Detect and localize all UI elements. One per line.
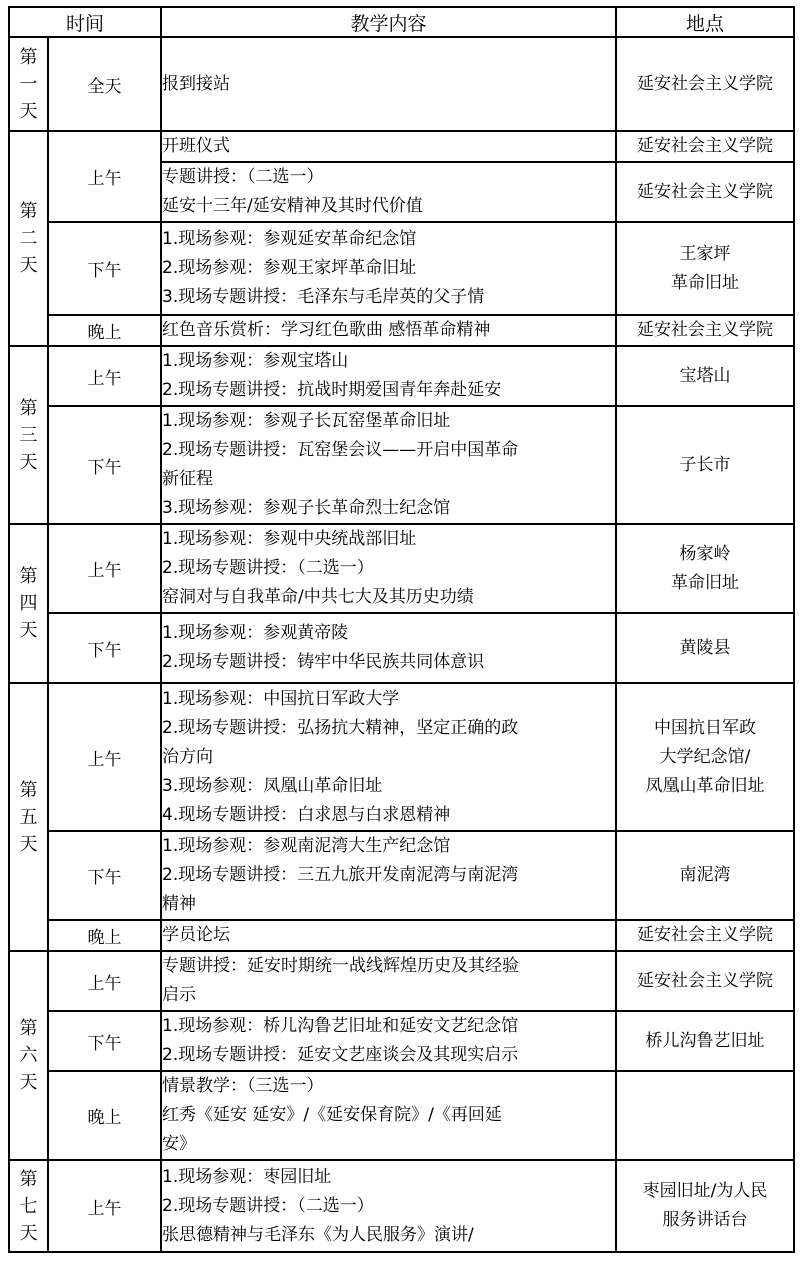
content-line: 安》 <box>162 1134 197 1154</box>
content-line: 2.现场专题讲授：铸牢中华民族共同体意识 <box>162 652 485 672</box>
location-cell <box>616 1011 794 1071</box>
content-cell <box>161 37 616 131</box>
schedule-row <box>9 951 794 1011</box>
location-cell <box>616 131 794 162</box>
content-cell <box>161 1011 616 1071</box>
schedule-row <box>9 920 794 951</box>
time-slot: 上午 <box>48 346 161 406</box>
time-slot: 下午 <box>48 831 161 920</box>
location-line: 杨家岭 <box>679 543 731 564</box>
day-label: 第 一 天 <box>9 37 48 131</box>
location-cell <box>616 37 794 131</box>
content-line: 治方向 <box>162 746 214 767</box>
time-slot: 上午 <box>48 1160 161 1252</box>
content-line: 1.现场参观：中国抗日军政大学 <box>162 688 400 709</box>
location-line: 延安社会主义学院 <box>637 320 774 340</box>
location-line: 子长市 <box>679 454 731 475</box>
content-line: 2.现场专题讲授：瓦窑堡会议——开启中国革命 <box>162 440 519 460</box>
content-line: 1.现场参观：参观南泥湾大生产纪念馆 <box>162 836 451 856</box>
location-line: 枣园旧址/为人民 <box>642 1181 768 1201</box>
content-line: 专题讲授：延安时期统一战线辉煌历史及其经验 <box>162 956 520 976</box>
content-line: 张思德精神与毛泽东《为人民服务》演讲/ <box>162 1224 474 1245</box>
content-line: 1.现场参观：参观宝塔山 <box>162 351 349 371</box>
content-line: 2.现场参观：参观王家坪革命旧址 <box>162 258 417 278</box>
content-line: 1.现场参观：枣园旧址 <box>162 1166 332 1187</box>
header-time: 时间 <box>9 7 161 37</box>
content-line: 1.现场参观：参观中央统战部旧址 <box>162 529 417 549</box>
content-line: 延安十三年/延安精神及其时代价值 <box>162 196 423 216</box>
time-slot: 上午 <box>48 524 161 613</box>
location-line: 大学纪念馆/ <box>659 746 751 767</box>
time-slot: 全天 <box>48 37 161 131</box>
time-slot: 下午 <box>48 222 161 315</box>
location-line: 王家坪 <box>679 243 731 264</box>
content-line: 新征程 <box>162 469 214 489</box>
location-cell <box>616 162 794 222</box>
content-cell <box>161 831 616 920</box>
content-line: 2.现场专题讲授：（二选一） <box>162 558 374 578</box>
content-line: 红秀《延安 延安》/《延安保育院》/《再回延 <box>162 1105 502 1125</box>
content-line: 窑洞对与自我革命/中共七大及其历史功绩 <box>162 587 474 607</box>
location-line: 中国抗日军政 <box>654 717 757 738</box>
schedule-row <box>9 1011 794 1071</box>
schedule-row <box>9 1071 794 1160</box>
content-line: 2.现场专题讲授：延安文艺座谈会及其现实启示 <box>162 1045 519 1065</box>
content-line: 启示 <box>162 985 197 1005</box>
content-cell <box>161 1071 616 1160</box>
content-line: 2.现场专题讲授：三五九旅开发南泥湾与南泥湾 <box>162 865 519 885</box>
location-line: 延安社会主义学院 <box>637 181 774 202</box>
time-slot: 上午 <box>48 951 161 1011</box>
content-line: 精神 <box>162 894 197 914</box>
time-slot: 上午 <box>48 683 161 831</box>
location-cell <box>616 315 794 346</box>
content-line: 报到接站 <box>162 73 231 94</box>
location-line: 革命旧址 <box>671 272 740 293</box>
location-cell <box>616 346 794 406</box>
content-line: 1.现场参观：桥儿沟鲁艺旧址和延安文艺纪念馆 <box>162 1016 519 1036</box>
day-label: 第 四 天 <box>9 524 48 683</box>
content-cell <box>161 613 616 683</box>
time-slot: 下午 <box>48 1011 161 1071</box>
content-cell <box>161 951 616 1011</box>
content-line: 3.现场参观：凤凰山革命旧址 <box>162 775 383 796</box>
content-line: 学员论坛 <box>162 925 231 945</box>
content-cell <box>161 162 616 222</box>
day-label: 第 二 天 <box>9 131 48 346</box>
content-cell <box>161 683 616 831</box>
header-location: 地点 <box>616 7 794 37</box>
content-line: 红色音乐赏析：学习红色歌曲 感悟革命精神 <box>162 320 491 340</box>
schedule-row <box>9 831 794 920</box>
location-cell <box>616 613 794 683</box>
location-line: 服务讲话台 <box>662 1210 748 1230</box>
location-cell <box>616 920 794 951</box>
schedule-row <box>9 346 794 406</box>
location-cell <box>616 524 794 613</box>
location-cell <box>616 683 794 831</box>
content-cell <box>161 406 616 524</box>
time-slot: 下午 <box>48 613 161 683</box>
content-cell <box>161 346 616 406</box>
location-line: 延安社会主义学院 <box>637 925 774 945</box>
content-line: 3.现场参观：参观子长革命烈士纪念馆 <box>162 498 451 518</box>
day-label: 第 五 天 <box>9 683 48 951</box>
content-line: 开班仪式 <box>162 136 231 156</box>
content-line: 1.现场参观：参观延安革命纪念馆 <box>162 229 417 249</box>
content-cell <box>161 920 616 951</box>
content-line: 4.现场专题讲授：白求恩与白求恩精神 <box>162 804 451 825</box>
schedule-table <box>8 6 795 1253</box>
location-line: 宝塔山 <box>679 365 731 386</box>
time-slot: 下午 <box>48 406 161 524</box>
location-line: 延安社会主义学院 <box>637 73 774 94</box>
header-row <box>9 7 794 37</box>
location-line: 桥儿沟鲁艺旧址 <box>645 1030 765 1051</box>
time-slot: 上午 <box>48 131 161 222</box>
content-cell <box>161 524 616 613</box>
content-line: 1.现场参观：参观子长瓦窑堡革命旧址 <box>162 411 451 431</box>
header-content: 教学内容 <box>161 7 616 37</box>
location-cell <box>616 222 794 315</box>
location-line: 延安社会主义学院 <box>637 136 774 156</box>
location-line: 凤凰山革命旧址 <box>645 775 765 796</box>
location-cell <box>616 831 794 920</box>
schedule-row <box>9 131 794 162</box>
location-cell <box>616 1071 794 1160</box>
content-line: 专题讲授：（二选一） <box>162 167 324 187</box>
location-cell <box>616 1160 794 1252</box>
content-line: 2.现场专题讲授：弘扬抗大精神，坚定正确的政 <box>162 717 519 738</box>
day-label: 第 七 天 <box>9 1160 48 1252</box>
content-line: 3.现场专题讲授：毛泽东与毛岸英的父子情 <box>162 287 485 307</box>
content-line: 2.现场专题讲授：抗战时期爱国青年奔赴延安 <box>162 380 502 400</box>
schedule-row <box>9 315 794 346</box>
schedule-row <box>9 683 794 831</box>
location-line: 黄陵县 <box>679 637 731 658</box>
schedule-row <box>9 524 794 613</box>
content-line: 1.现场参观：参观黄帝陵 <box>162 623 349 643</box>
time-slot: 晚上 <box>48 315 161 346</box>
day-label: 第 六 天 <box>9 951 48 1160</box>
time-slot: 晚上 <box>48 1071 161 1160</box>
location-cell <box>616 406 794 524</box>
content-cell <box>161 315 616 346</box>
location-line: 南泥湾 <box>679 865 731 885</box>
schedule-row <box>9 406 794 524</box>
time-slot: 晚上 <box>48 920 161 951</box>
content-cell <box>161 222 616 315</box>
content-cell <box>161 131 616 162</box>
day-label: 第 三 天 <box>9 346 48 524</box>
schedule-row <box>9 613 794 683</box>
schedule-row <box>9 1160 794 1252</box>
schedule-row <box>9 37 794 131</box>
content-cell <box>161 1160 616 1252</box>
location-line: 革命旧址 <box>671 572 740 593</box>
location-cell <box>616 951 794 1011</box>
schedule-row <box>9 222 794 315</box>
location-line: 延安社会主义学院 <box>637 970 774 991</box>
content-line: 情景教学：（三选一） <box>162 1076 324 1096</box>
content-line: 2.现场专题讲授：（二选一） <box>162 1195 374 1216</box>
schedule-body <box>9 37 794 1252</box>
